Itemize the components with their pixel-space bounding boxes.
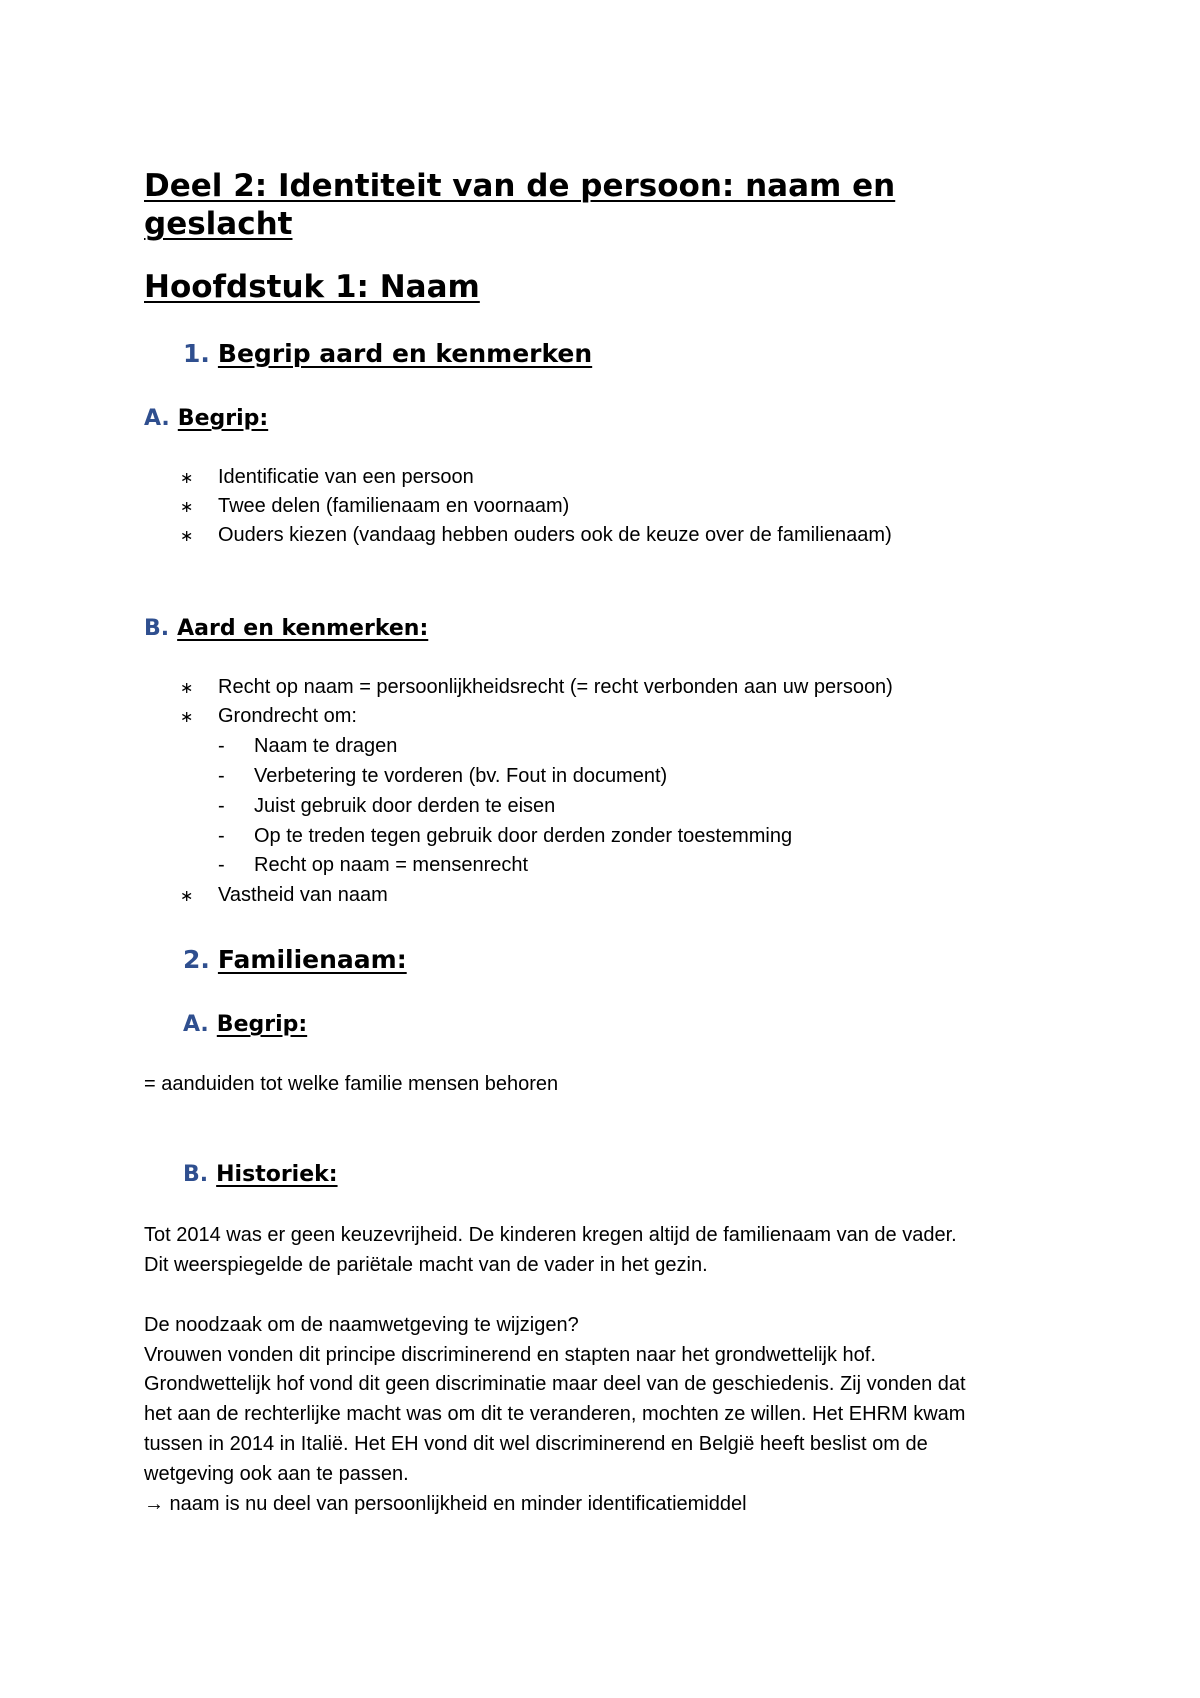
paragraph-line: wetgeving ook aan te passen. — [144, 1463, 409, 1485]
subsection-letter: B. — [144, 616, 170, 641]
sub-list-item: Verbetering te vorderen (bv. Fout in document) — [254, 765, 668, 787]
list-item: Twee delen (familienaam en voornaam) — [218, 495, 570, 517]
list-item: Ouders kiezen (vandaag hebben ouders ook de keuze over de familienaam) — [218, 524, 892, 546]
dash-marker: - — [218, 735, 225, 757]
subsection-heading-2b — [183, 1160, 338, 1190]
paragraph-line: Grondwettelijk hof vond dit geen discriminatie maar deel van de geschiedenis. Zij vonden dat — [144, 1373, 966, 1395]
list-item: Grondrecht om: — [218, 705, 357, 727]
subsection-title: Historiek: — [216, 1162, 338, 1187]
sub-list-item: Naam te dragen — [254, 735, 398, 757]
bullet-icon: ∗ — [180, 886, 194, 905]
subsection-heading-2a — [183, 1010, 307, 1040]
subsection-heading-1a — [144, 404, 268, 434]
paragraph-line: het aan de rechterlijke macht was om dit te veranderen, mochten ze willen. Het EHRM kwam — [144, 1403, 966, 1425]
subsection-letter: A. — [144, 406, 170, 431]
bullet-icon: ∗ — [180, 678, 194, 697]
paragraph-line: De noodzaak om de naamwetgeving te wijzigen? — [144, 1314, 579, 1336]
dash-marker: - — [218, 825, 225, 847]
dash-marker: - — [218, 765, 225, 787]
bullet-icon: ∗ — [180, 468, 194, 487]
paragraph-line: Tot 2014 was er geen keuzevrijheid. De kinderen kregen altijd de familienaam van de vader. — [144, 1224, 957, 1246]
page-title-line2: geslacht — [144, 206, 293, 242]
dash-marker: - — [218, 795, 225, 817]
section-heading-1 — [183, 338, 592, 370]
sub-list-item: Op te treden tegen gebruik door derden zonder toestemming — [254, 825, 793, 847]
paragraph-line: Vrouwen vonden dit principe discriminerend en stapten naar het grondwettelijk hof. — [144, 1344, 876, 1366]
bullet-icon: ∗ — [180, 526, 194, 545]
dash-marker: - — [218, 854, 225, 876]
subsection-letter: B. — [183, 1162, 209, 1187]
sub-list-item: Juist gebruik door derden te eisen — [254, 795, 556, 817]
list-item: Identificatie van een persoon — [218, 466, 474, 488]
bullet-icon: ∗ — [180, 707, 194, 726]
section-number: 2. — [183, 945, 210, 974]
list-item: Vastheid van naam — [218, 884, 388, 906]
page-title-line1: Deel 2: Identiteit van de persoon: naam en — [144, 168, 896, 204]
definition-text: = aanduiden tot welke familie mensen behoren — [144, 1073, 559, 1095]
section-title: Familienaam: — [217, 945, 407, 974]
subsection-heading-1b — [144, 614, 428, 644]
subsection-title: Aard en kenmerken: — [177, 616, 429, 641]
sub-list-item: Recht op naam = mensenrecht — [254, 854, 529, 876]
list-item: Recht op naam = persoonlijkheidsrecht (= recht verbonden aan uw persoon) — [218, 676, 893, 698]
subsection-title: Begrip: — [177, 406, 269, 431]
paragraph-line: tussen in 2014 in Italië. Het EH vond dit wel discriminerend en België heeft beslist om de — [144, 1433, 928, 1455]
bullet-icon: ∗ — [180, 497, 194, 516]
section-heading-2 — [183, 944, 407, 976]
paragraph-line: Dit weerspiegelde de pariëtale macht van de vader in het gezin. — [144, 1254, 708, 1276]
subsection-title: Begrip: — [216, 1012, 308, 1037]
section-number: 1. — [183, 339, 210, 368]
section-title: Begrip aard en kenmerken — [217, 339, 593, 368]
subsection-letter: A. — [183, 1012, 209, 1037]
paragraph-line: → naam is nu deel van persoonlijkheid en minder identificatiemiddel — [144, 1493, 747, 1515]
chapter-heading: Hoofdstuk 1: Naam — [144, 269, 480, 305]
